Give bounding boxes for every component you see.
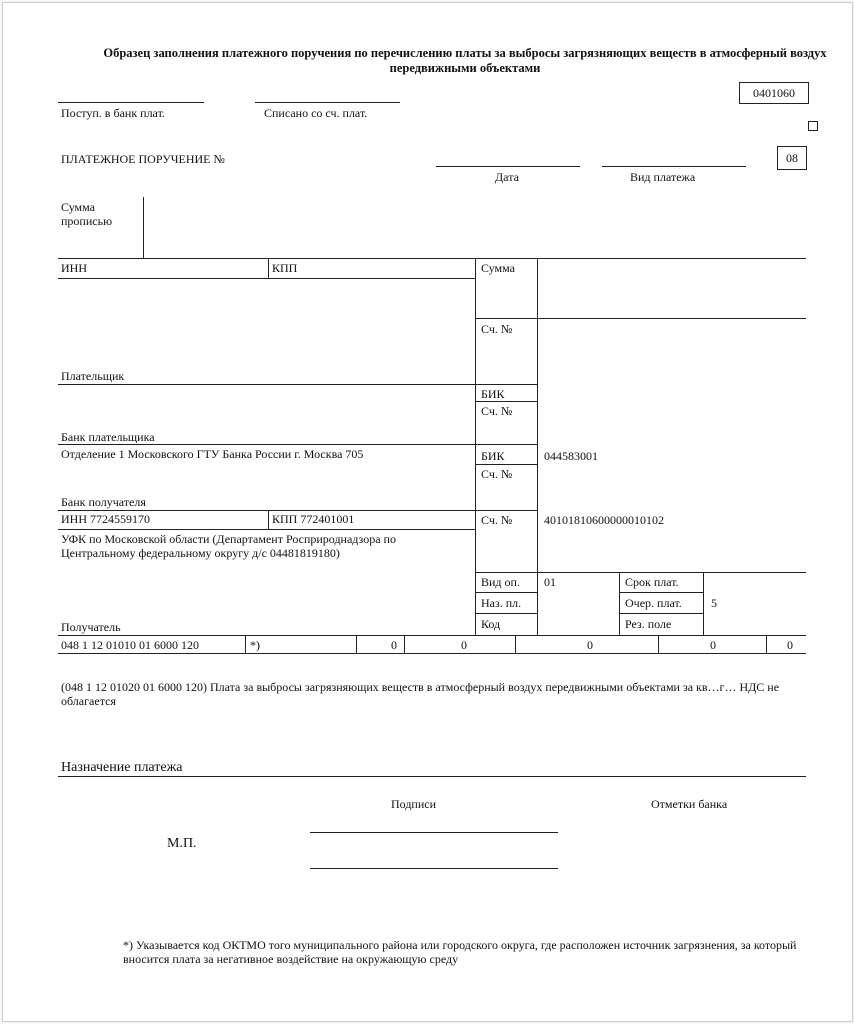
bank-marks-label: Отметки банка xyxy=(651,797,728,811)
date-label: Дата xyxy=(495,170,519,184)
field-109: 0 xyxy=(710,638,716,652)
row-line-inn xyxy=(58,258,806,259)
recipient-account-divider xyxy=(537,510,538,572)
op-row-line-1 xyxy=(475,592,537,593)
sum-bottom-line xyxy=(475,318,806,319)
deadline-label: Срок плат. xyxy=(625,575,679,589)
footnote: *) Указывается код ОКТМО того муниципального района или городского округа, где расположен источник загрязнения, за который вносится плата за негативное воздействие на окружающую среду xyxy=(123,938,797,966)
field-106: 0 xyxy=(391,638,397,652)
payment-type-label: Вид платежа xyxy=(630,170,696,184)
kpp-label: КПП xyxy=(272,261,298,275)
op-row-line-2 xyxy=(475,613,537,614)
recipient-label: Получатель xyxy=(61,620,121,634)
col-line-left-mid xyxy=(475,258,476,636)
payer-bank-label: Банк плательщика xyxy=(61,430,155,444)
sum-in-words-divider xyxy=(143,197,144,258)
field-divider-4 xyxy=(658,635,659,653)
document-title: Образец заполнения платежного поручения по перечислению платы за выбросы загрязняющих веществ в атмосферный воздух передвижными объектами xyxy=(103,46,827,75)
purpose-code-label: Наз. пл. xyxy=(481,596,522,610)
recipient-inn-kpp-divider xyxy=(268,510,269,529)
field-divider-2 xyxy=(404,635,405,653)
recipient-bank-bottom-line xyxy=(58,510,538,511)
marker-square xyxy=(808,121,818,131)
purpose-label: Назначение платежа xyxy=(61,760,183,775)
recipient-bank-name: Отделение 1 Московского ГТУ Банка России г. Москва 705 xyxy=(61,447,364,461)
field-divider-5 xyxy=(766,635,767,653)
payer-bank-bottom-line xyxy=(58,444,538,445)
order-label: ПЛАТЕЖНОЕ ПОРУЧЕНИЕ № xyxy=(61,152,225,166)
debited-line xyxy=(255,102,400,103)
op-col-1 xyxy=(537,572,538,636)
recipient-bottom-line xyxy=(58,635,806,636)
inn-label: ИНН xyxy=(61,261,87,275)
recipient-bik-value: 044583001 xyxy=(544,449,598,463)
sum-label: Сумма xyxy=(481,261,515,275)
received-label: Поступ. в банк плат. xyxy=(61,106,165,120)
inn-kpp-divider xyxy=(268,258,269,278)
payer-bank-account-label: Сч. № xyxy=(481,404,513,418)
field-110: 0 xyxy=(787,638,793,652)
recipient-bik-underline xyxy=(475,464,537,465)
field-divider-3 xyxy=(515,635,516,653)
kbk-divider xyxy=(245,635,246,653)
debited-label: Списано со сч. плат. xyxy=(264,106,368,120)
op-row-line-1b xyxy=(619,592,703,593)
recipient-account-label: Сч. № xyxy=(481,513,513,527)
payer-bank-bik-label: БИК xyxy=(481,387,505,401)
field-divider-1 xyxy=(356,635,357,653)
date-line xyxy=(436,166,580,167)
field-107: 0 xyxy=(461,638,467,652)
recipient-account-value: 40101810600000010102 xyxy=(544,513,664,527)
status-code-box: 08 xyxy=(777,146,807,170)
priority-label: Очер. плат. xyxy=(625,596,682,610)
recipient-bank-divider xyxy=(537,444,538,510)
op-row-top-line xyxy=(475,572,806,573)
payer-label: Плательщик xyxy=(61,369,125,383)
op-col-3 xyxy=(703,572,704,636)
op-type-value: 01 xyxy=(544,575,556,589)
sum-in-words-label: Сумма прописью xyxy=(61,200,113,228)
field-108: 0 xyxy=(587,638,593,652)
recipient-bank-label: Банк получателя xyxy=(61,495,146,509)
signature-line-2 xyxy=(310,868,558,869)
payer-bank-divider xyxy=(537,384,538,444)
recipient-name: УФК по Московской области (Департамент Росприроднадзора по Центральному федеральному округу д/с 04481819180) xyxy=(61,532,396,560)
inn-kpp-underline xyxy=(58,278,475,279)
stamp-label: М.П. xyxy=(167,836,197,851)
recipient-bik-label: БИК xyxy=(481,449,505,463)
purpose-underline xyxy=(58,776,806,777)
recipient-inn-underline xyxy=(58,529,475,530)
op-col-2 xyxy=(619,572,620,636)
received-line xyxy=(58,102,204,103)
payer-bottom-line xyxy=(58,384,538,385)
recipient-inn: ИНН 7724559170 xyxy=(61,512,150,526)
op-type-label: Вид оп. xyxy=(481,575,520,589)
oktmo-value: *) xyxy=(250,638,260,652)
form-code-box: 0401060 xyxy=(739,82,809,104)
code-label: Код xyxy=(481,617,501,631)
op-row-line-2b xyxy=(619,613,703,614)
signatures-label: Подписи xyxy=(391,797,437,811)
payer-bik-underline xyxy=(475,401,537,402)
recipient-bank-account-label: Сч. № xyxy=(481,467,513,481)
col-line-right-mid xyxy=(537,258,538,318)
payment-type-line xyxy=(602,166,746,167)
budget-row-bottom-line xyxy=(58,653,806,654)
kbk-value: 048 1 12 01010 01 6000 120 xyxy=(61,638,199,652)
payer-account-label: Сч. № xyxy=(481,322,513,336)
priority-value: 5 xyxy=(711,596,717,610)
payer-account-divider xyxy=(537,318,538,384)
signature-line-1 xyxy=(310,832,558,833)
reserve-label: Рез. поле xyxy=(625,617,672,631)
recipient-kpp: КПП 772401001 xyxy=(272,512,355,526)
purpose-text: (048 1 12 01020 01 6000 120) Плата за выбросы загрязняющих веществ в атмосферный воздух передвижными объектами за кв…г… НДС не облагается xyxy=(61,680,780,708)
